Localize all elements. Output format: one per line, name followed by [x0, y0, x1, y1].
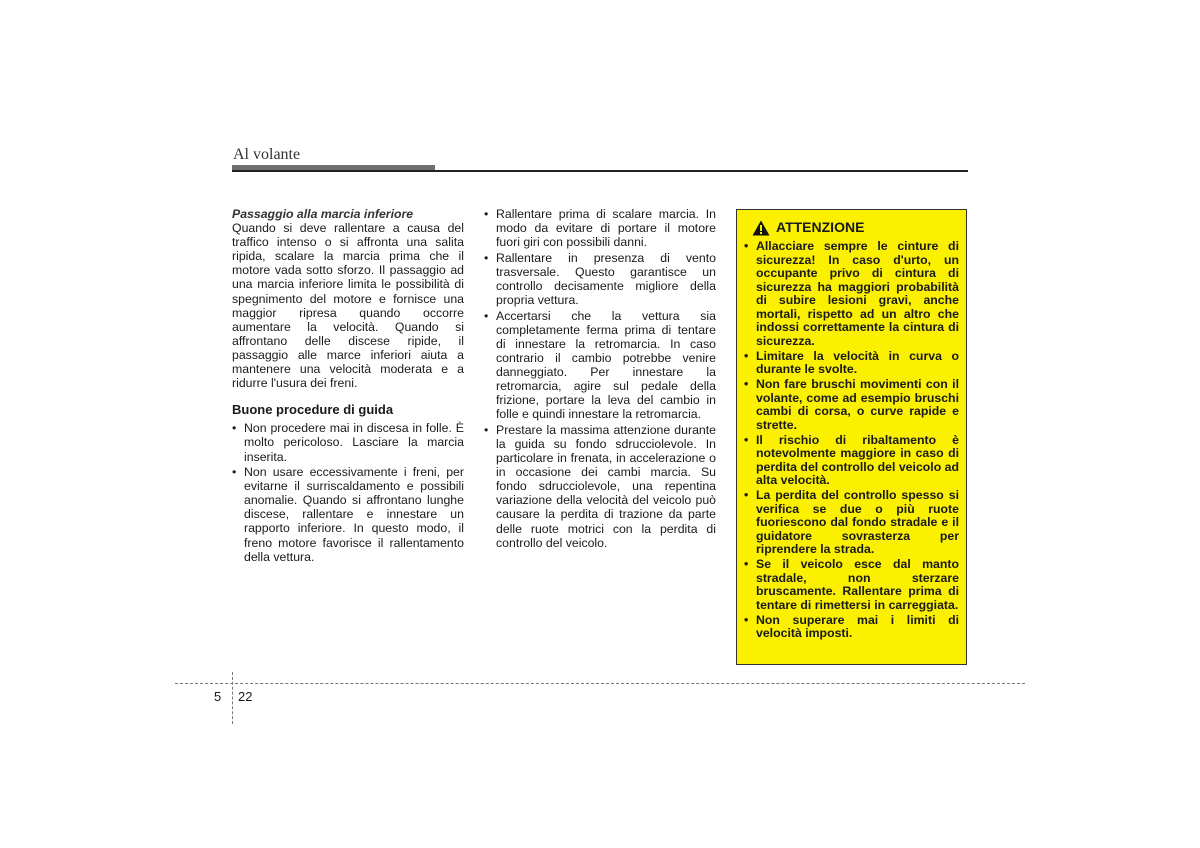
list-item: • Non procedere mai in discesa in folle. È molto pericoloso. Lasciare la marcia inserita.: [232, 421, 464, 463]
page-number: 22: [238, 689, 253, 704]
list-item: • Il rischio di ribaltamento è notevolmente maggiore in caso di perdita del controllo del veicolo ad alta velocità.: [744, 434, 959, 488]
list-item: • Se il veicolo esce dal manto stradale, non sterzare bruscamente. Rallentare prima di tentare di rimettersi in carreggiata.: [744, 558, 959, 612]
warning-title: ATTENZIONE: [776, 219, 865, 236]
list-item: • Accertarsi che la vettura sia completamente ferma prima di tentare di innestare la retromarcia. In caso contrario il cambio potrebbe venire danneggiato. Per innestare la retromarcia, agire sul pedale della frizione, portare la leva del cambio in folle e quindi innestare la retromarcia.: [484, 309, 716, 422]
list-item: • Allacciare sempre le cinture di sicurezza! In caso d'urto, un occupante privo di cintura di sicurezza ha maggiori probabilità di subire lesioni gravi, anche mortali, rispetto ad un altro che indossi correttamente la cintura di sicurezza.: [744, 240, 959, 348]
column-middle: [484, 207, 716, 551]
list-item: • La perdita del controllo spesso si verifica se due o più ruote fuoriescono dal fondo stradale e il guidatore sovrasterza per riprendere la strada.: [744, 489, 959, 557]
page-header-title: Al volante: [233, 146, 301, 163]
footer-rule: [175, 683, 1025, 684]
list-item: • Rallentare prima di scalare marcia. In modo da evitare di portare il motore fuori giri con possibili danni.: [484, 207, 716, 249]
list-item: • Rallentare in presenza di vento trasversale. Questo garantisce un controllo decisamente migliore della propria vettura.: [484, 251, 716, 307]
header-rule-thin: [232, 170, 968, 172]
driving-tips-list: [484, 207, 716, 550]
column-left: [232, 207, 464, 565]
good-practices-heading: Buone procedure di guida: [232, 402, 394, 418]
downshift-paragraph: Quando si deve rallentare a causa del traffico intenso o si affronta una salita ripida, scalare la marcia prima che il motore vada sotto sforzo. Il passaggio ad una marcia inferiore limita le possibilità di spegnimento del motore e fornisce una maggior ripresa quando occorre aumentare la velocità. Quando si affrontano delle discese ripide, il passaggio alle marce inferiori aiuta a mantenere una velocità moderata e a ridurre l'usura dei freni.: [232, 221, 464, 391]
warning-list: [744, 240, 959, 641]
list-item: • Limitare la velocità in curva o durante le svolte.: [744, 350, 959, 377]
list-item: • Non usare eccessivamente i freni, per evitarne il surriscaldamento e possibili anomalie. Quando si affrontano lunghe discese, rallentare e innestare un rapporto inferiore. In questo modo, il freno motore favorisce il rallentamento della vettura.: [232, 465, 464, 564]
list-item: • Non fare bruschi movimenti con il volante, come ad esempio bruschi cambi di corsa, o curve rapide e strette.: [744, 378, 959, 432]
downshift-subheading: Passaggio alla marcia inferiore: [232, 207, 414, 221]
warning-triangle-icon: [752, 220, 770, 236]
good-practices-list: [232, 421, 464, 563]
list-item: • Non superare mai i limiti di velocità imposti.: [744, 614, 959, 641]
footer-divider: [232, 672, 233, 724]
list-item: • Prestare la massima attenzione durante la guida su fondo sdrucciolevole. In particolare in frenata, in accelerazione o in occasione dei cambi marcia. Su fondo sdrucciolevole, una repentina variazione della velocità del veicolo può causare la perdita di trazione da parte delle ruote motrici con la perdita di controllo del veicolo.: [484, 423, 716, 550]
chapter-number: 5: [214, 689, 222, 704]
warning-box: [736, 209, 967, 665]
warning-header: [752, 220, 959, 236]
